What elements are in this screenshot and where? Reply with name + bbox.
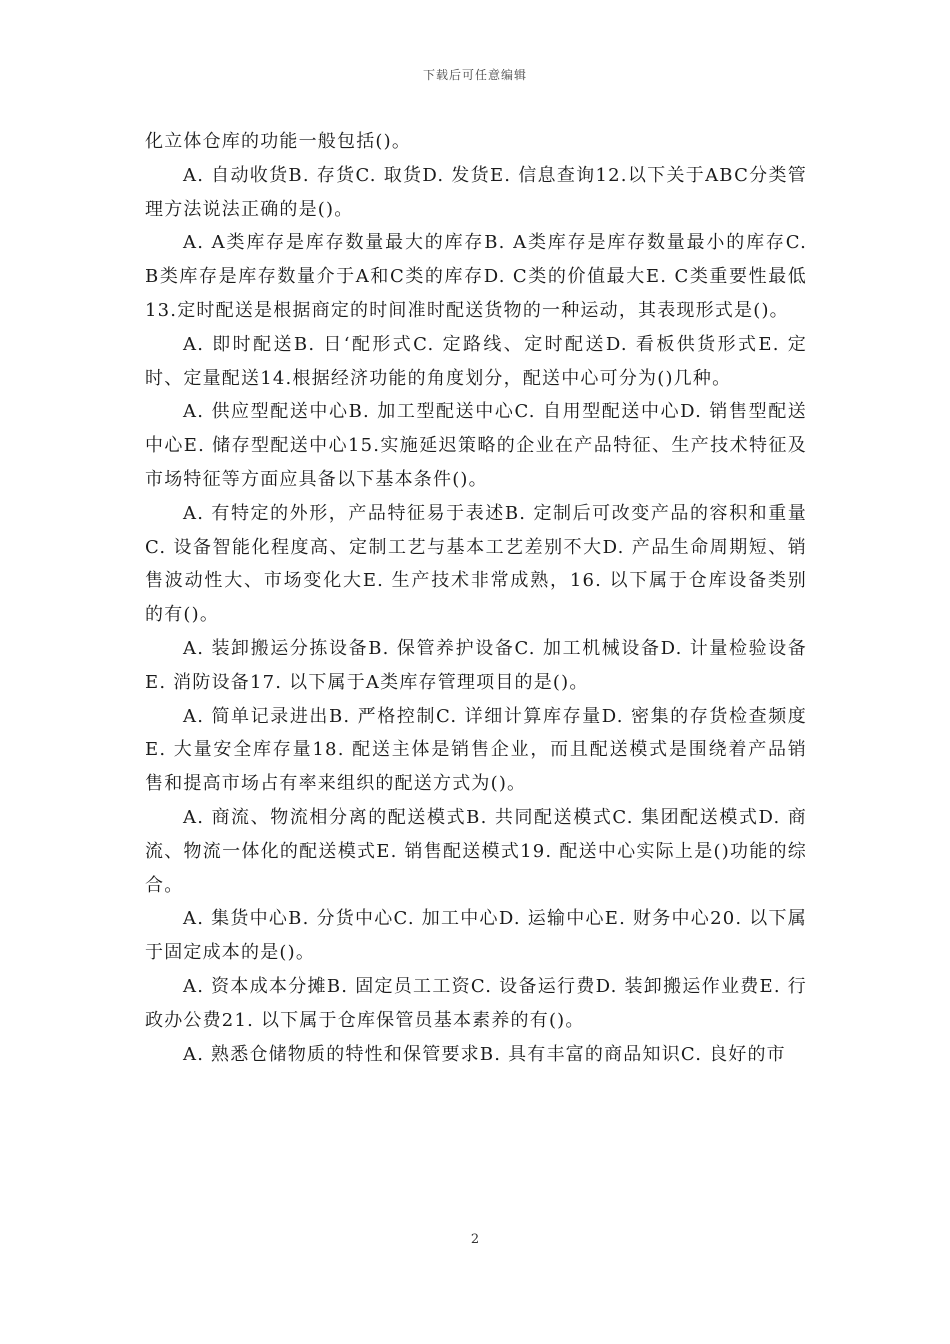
page-footer [0,1232,950,1247]
page-header [0,66,950,83]
page-number: 2 [470,1232,480,1247]
paragraph-q22-options: A. 熟悉仓储物质的特性和保管要求B. 具有丰富的商品知识C. 良好的市 [183,1043,786,1065]
paragraph-continuation: 化立体仓库的功能一般包括()。 [145,131,412,152]
document-body [145,125,807,1071]
header-text: 下载后可任意编辑 [422,68,527,82]
paragraph-q19-options: A. 商流、物流相分离的配送模式B. 共同配送模式C. 集团配送模式D. 商流、物流一体化的配送模式E. 销售配送模式19. 配送中心实际上是()功能的综合。 [145,806,807,896]
paragraph-q14-options: A. 即时配送B. 日‘配形式C. 定路线、定时配送D. 看板供货形式E. 定时、定量配送14.根据经济功能的角度划分，配送中心可分为()几种。 [145,333,807,389]
paragraph-q18-options: A. 简单记录进出B. 严格控制C. 详细计算库存量D. 密集的存货检查频度E. 大量安全库存量18. 配送主体是销售企业，而且配送模式是围绕着产品销售和提高市场占有率来组织的配送方式为()。 [145,705,807,795]
paragraph-q16-options: A. 有特定的外形，产品特征易于表述B. 定制后可改变产品的容积和重量C. 设备智能化程度高、定制工艺与基本工艺差别不大D. 产品生命周期短、销售波动性大、市场变化大E. 生产技术非常成熟，16. 以下属于仓库设备类别的有()。 [145,502,807,626]
paragraph-q15-options: A. 供应型配送中心B. 加工型配送中心C. 自用型配送中心D. 销售型配送中心E. 储存型配送中心15.实施延迟策略的企业在产品特征、生产技术特征及市场特征等方面应具备以下基本条件()。 [145,401,807,490]
paragraph-q13-options: A. A类库存是库存数量最大的库存B. A类库存是库存数量最小的库存C. B类库存是库存数量介于A和C类的库存D. C类的价值最大E. C类重要性最低13.定时配送是根据商定的时间准时配送货物的一种运动，其表现形式是()。 [145,232,807,321]
paragraph-q21-options: A. 资本成本分摊B. 固定员工工资C. 设备运行费D. 装卸搬运作业费E. 行政办公费21. 以下属于仓库保管员基本素养的有()。 [145,975,807,1031]
paragraph-q17-options: A. 装卸搬运分拣设备B. 保管养护设备C. 加工机械设备D. 计量检验设备E. 消防设备17. 以下属于A类库存管理项目的是()。 [145,637,807,693]
paragraph-q12-options: A. 自动收货B. 存货C. 取货D. 发货E. 信息查询12.以下关于ABC分类管理方法说法正确的是()。 [145,164,807,220]
paragraph-q20-options: A. 集货中心B. 分货中心C. 加工中心D. 运输中心E. 财务中心20. 以下属于固定成本的是()。 [145,908,807,964]
